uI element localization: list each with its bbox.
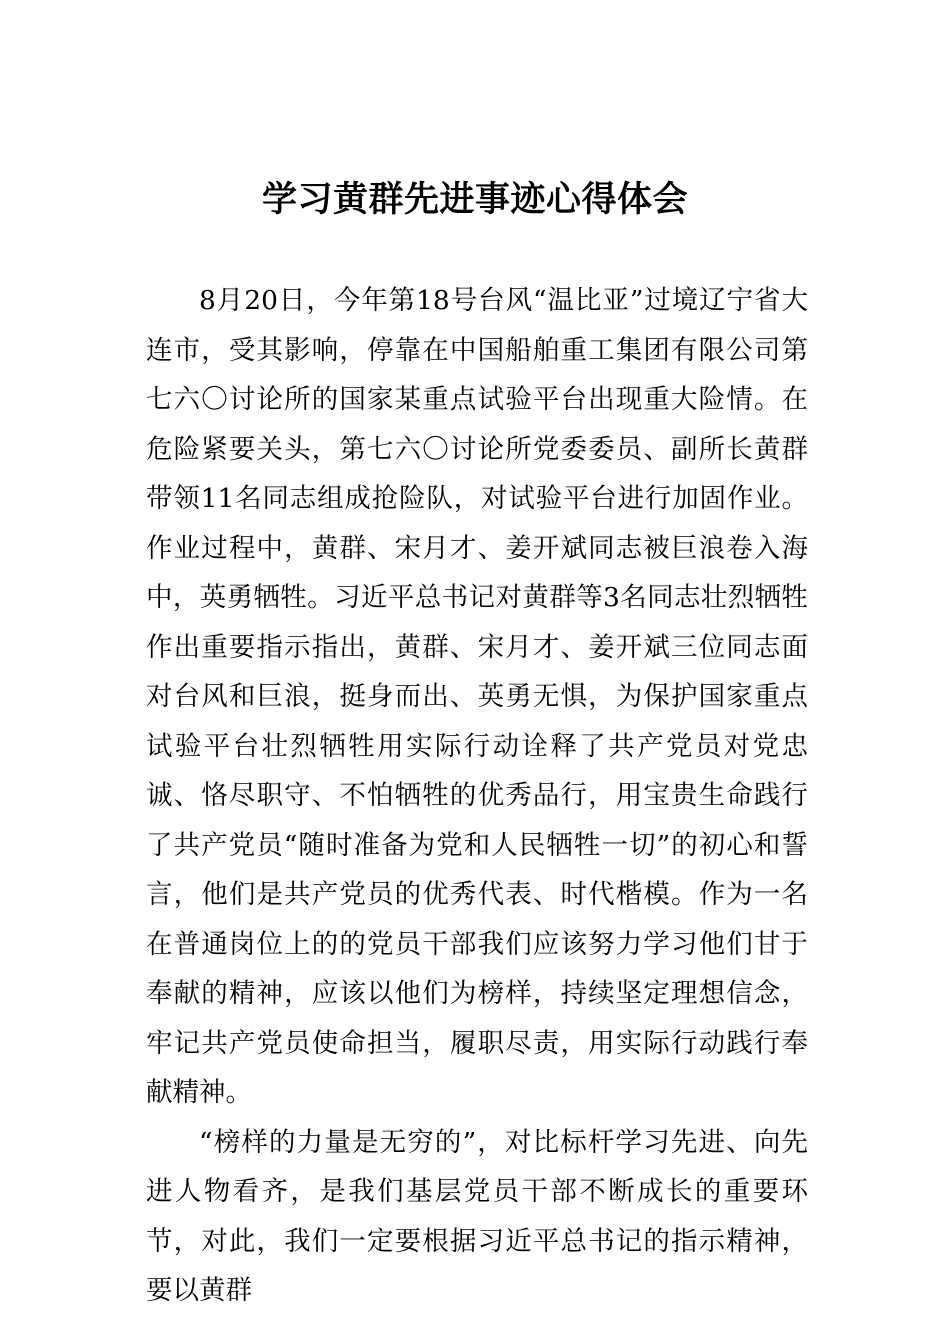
body-paragraph: 8月20日，今年第18号台风“温比亚”过境辽宁省大连市，受其影响，停靠在中国船舶重工集团有限公司第七六〇讨论所的国家某重点试验平台出现重大险情。在危险紧要关头，第七六〇讨论所党委委员、副所长黄群带领11名同志组成抢险队，对试验平台进行加固作业。作业过程中，黄群、宋月才、姜开斌同志被巨浪卷入海中，英勇牺牲。习近平总书记对黄群等3名同志壮烈牺牲作出重要指示指出，黄群、宋月才、姜开斌三位同志面对台风和巨浪，挺身而出、英勇无惧，为保护国家重点试验平台壮烈牺牲用实际行动诠释了共产党员对党忠诚、恪尽职守、不怕牺牲的优秀品行，用宝贵生命践行了共产党员“随时准备为党和人民牺牲一切”的初心和誓言，他们是共产党员的优秀代表、时代楷模。作为一名在普通岗位上的的党员干部我们应该努力学习他们甘于奉献的精神，应该以他们为榜样，持续坚定理想信念，牢记共产党员使命担当，履职尽责，用实际行动践行奉献精神。 [146,285,808,1108]
document-title: 学习黄群先进事迹心得体会 [261,180,688,220]
body-paragraph: “榜样的力量是无穷的”，对比标杆学习先进、向先进人物看齐，是我们基层党员干部不断成长的重要环节，对此，我们一定要根据习近平总书记的指示精神，要以黄群 [146,1126,808,1306]
document-body [146,276,808,1316]
